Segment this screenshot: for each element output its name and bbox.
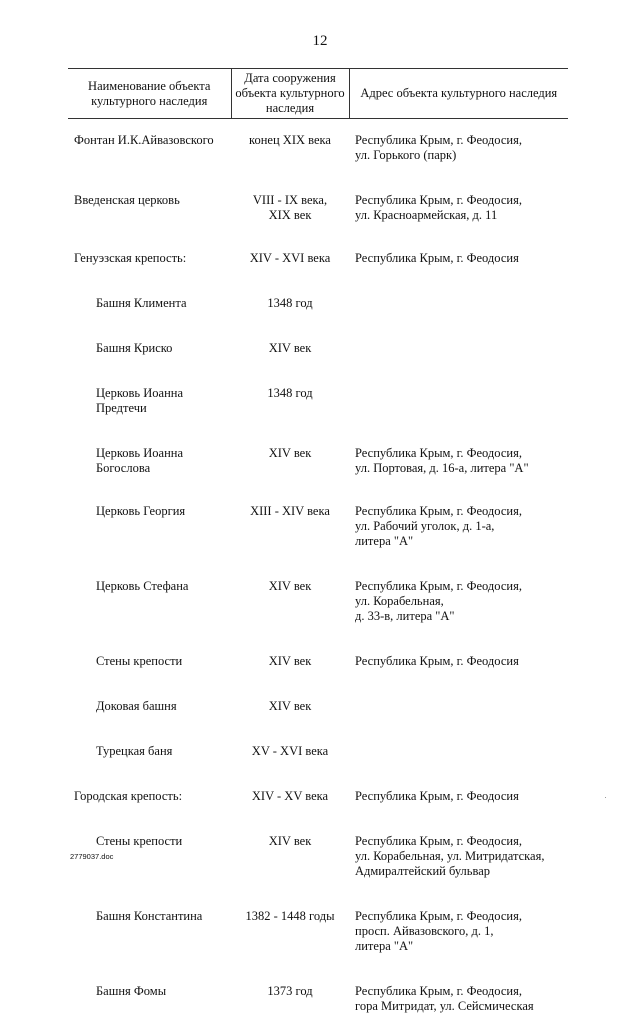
address-line: Республика Крым, г. Феодосия xyxy=(355,789,568,804)
date-line: 1373 год xyxy=(231,984,349,999)
heritage-table xyxy=(68,68,568,1014)
table-row xyxy=(68,163,568,223)
construction-date xyxy=(231,119,349,164)
date-line: XIII - XIV века xyxy=(231,504,349,519)
construction-date xyxy=(231,804,349,879)
address-line: ул. Рабочий уголок, д. 1-а, xyxy=(355,519,568,534)
address-line: д. 33-в, литера "А" xyxy=(355,609,568,624)
object-name: Генуэзская крепость: xyxy=(68,223,231,266)
object-name: Башня Константина xyxy=(68,879,231,954)
object-address xyxy=(349,669,568,714)
construction-date xyxy=(231,311,349,356)
date-line: XIX век xyxy=(231,208,349,223)
construction-date xyxy=(231,879,349,954)
date-line: 1348 год xyxy=(231,296,349,311)
object-name: Городская крепость: xyxy=(68,759,231,804)
object-name: Церковь Иоанна Предтечи xyxy=(68,356,231,416)
object-name: Стены крепости xyxy=(68,804,231,879)
date-line: XV - XVI века xyxy=(231,744,349,759)
table-row xyxy=(68,714,568,759)
address-line: Республика Крым, г. Феодосия xyxy=(355,654,568,669)
header-address: Адрес объекта культурного наследия xyxy=(349,69,568,119)
scan-mark xyxy=(605,797,606,798)
address-line: Республика Крым, г. Феодосия, xyxy=(355,909,568,924)
table-row xyxy=(68,804,568,879)
object-address xyxy=(349,954,568,1014)
date-line: конец XIX века xyxy=(231,133,349,148)
address-line: Адмиралтейский бульвар xyxy=(355,864,568,879)
address-line: ул. Портовая, д. 16-а, литера "А" xyxy=(355,461,568,476)
object-address xyxy=(349,759,568,804)
object-address xyxy=(349,163,568,223)
date-line: XIV век xyxy=(231,579,349,594)
object-address xyxy=(349,804,568,879)
object-address xyxy=(349,416,568,476)
object-address xyxy=(349,311,568,356)
table-row xyxy=(68,879,568,954)
date-line: XIV век xyxy=(231,654,349,669)
construction-date xyxy=(231,549,349,624)
address-line: просп. Айвазовского, д. 1, xyxy=(355,924,568,939)
address-line: Республика Крым, г. Феодосия, xyxy=(355,984,568,999)
address-line: Республика Крым, г. Феодосия, xyxy=(355,446,568,461)
date-line: XIV - XV века xyxy=(231,789,349,804)
object-name: Турецкая баня xyxy=(68,714,231,759)
table-row xyxy=(68,759,568,804)
object-address xyxy=(349,223,568,266)
construction-date xyxy=(231,624,349,669)
page-number: 12 xyxy=(0,33,640,50)
construction-date xyxy=(231,669,349,714)
table-row xyxy=(68,266,568,311)
address-line: Республика Крым, г. Феодосия xyxy=(355,251,568,266)
table-row xyxy=(68,624,568,669)
object-address xyxy=(349,714,568,759)
header-name: Наименование объекта культурного наследия xyxy=(68,69,231,119)
document-code: 2779037.doc xyxy=(70,852,113,861)
table-row xyxy=(68,549,568,624)
object-name: Доковая башня xyxy=(68,669,231,714)
address-line: Республика Крым, г. Феодосия, xyxy=(355,133,568,148)
object-name: Стены крепости xyxy=(68,624,231,669)
construction-date xyxy=(231,416,349,476)
date-line: 1348 год xyxy=(231,386,349,401)
address-line: литера "А" xyxy=(355,534,568,549)
object-name: Церковь Георгия xyxy=(68,476,231,549)
construction-date xyxy=(231,223,349,266)
table-row xyxy=(68,223,568,266)
address-line: ул. Горького (парк) xyxy=(355,148,568,163)
object-address xyxy=(349,356,568,416)
object-address xyxy=(349,476,568,549)
table-row xyxy=(68,416,568,476)
object-name: Введенская церковь xyxy=(68,163,231,223)
construction-date xyxy=(231,266,349,311)
address-line: Республика Крым, г. Феодосия, xyxy=(355,834,568,849)
table-body xyxy=(68,119,568,1014)
date-line: XIV век xyxy=(231,446,349,461)
address-line: гора Митридат, ул. Сейсмическая xyxy=(355,999,568,1014)
object-name: Церковь Стефана xyxy=(68,549,231,624)
table-header xyxy=(68,69,568,119)
table-row xyxy=(68,954,568,1014)
address-line: ул. Красноармейская, д. 11 xyxy=(355,208,568,223)
object-name: Башня Криско xyxy=(68,311,231,356)
date-line: XIV - XVI века xyxy=(231,251,349,266)
construction-date xyxy=(231,759,349,804)
table-row xyxy=(68,311,568,356)
table-row xyxy=(68,476,568,549)
address-line: Республика Крым, г. Феодосия, xyxy=(355,193,568,208)
address-line: Республика Крым, г. Феодосия, xyxy=(355,504,568,519)
object-address xyxy=(349,624,568,669)
address-line: ул. Корабельная, xyxy=(355,594,568,609)
object-address xyxy=(349,266,568,311)
object-name: Башня Климента xyxy=(68,266,231,311)
date-line: XIV век xyxy=(231,341,349,356)
object-name: Башня Фомы xyxy=(68,954,231,1014)
date-line: 1382 - 1448 годы xyxy=(231,909,349,924)
construction-date xyxy=(231,954,349,1014)
table-row xyxy=(68,669,568,714)
address-line: Республика Крым, г. Феодосия, xyxy=(355,579,568,594)
date-line: VIII - IX века, xyxy=(231,193,349,208)
object-address xyxy=(349,119,568,164)
object-name: Фонтан И.К.Айвазовского xyxy=(68,119,231,164)
header-date: Дата сооружения объекта культурного наследия xyxy=(231,69,349,119)
table-row xyxy=(68,119,568,164)
construction-date xyxy=(231,356,349,416)
construction-date xyxy=(231,163,349,223)
address-line: ул. Корабельная, ул. Митридатская, xyxy=(355,849,568,864)
table-row xyxy=(68,356,568,416)
address-line: литера "А" xyxy=(355,939,568,954)
object-address xyxy=(349,879,568,954)
date-line: XIV век xyxy=(231,699,349,714)
object-name: Церковь Иоанна Богослова xyxy=(68,416,231,476)
construction-date xyxy=(231,476,349,549)
construction-date xyxy=(231,714,349,759)
date-line: XIV век xyxy=(231,834,349,849)
object-address xyxy=(349,549,568,624)
